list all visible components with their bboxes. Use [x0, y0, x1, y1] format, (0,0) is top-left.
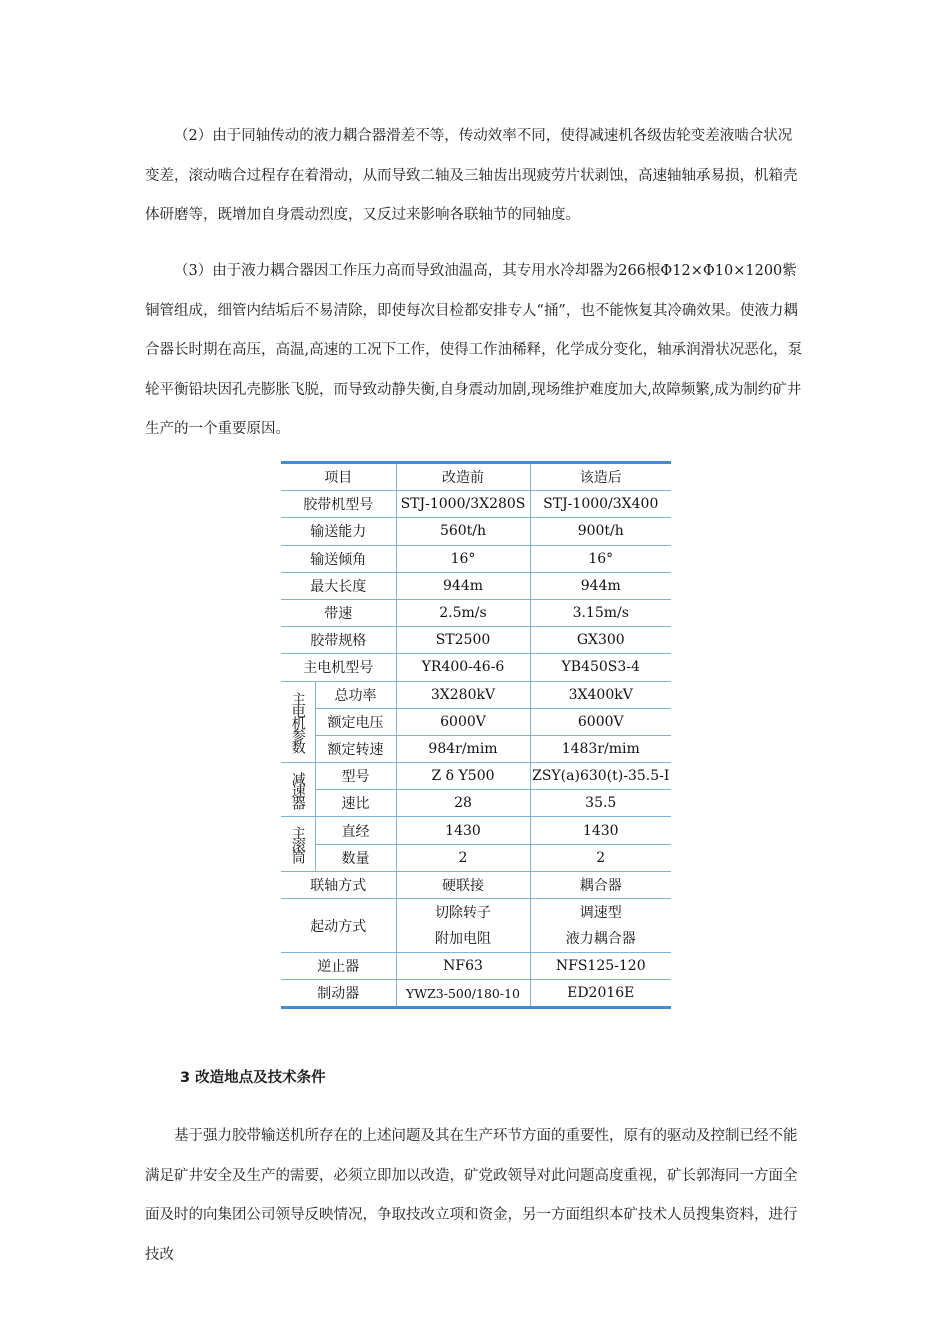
row-after: STJ-1000/3X400: [530, 491, 671, 518]
table-row: [281, 545, 671, 572]
row-label: 胶带规格: [281, 627, 396, 654]
paragraph-3: （3）由于液力耦合器因工作压力高而导致油温高，其专用水冷却器为266根Φ12×Φ10×1200紫铜管组成，细管内结垢后不易清除，即使每次目检都安排专人“捅”，也不能恢复其冷确效果。使液力耦合器长时期在高压，高温,高速的工况下工作，使得工作油稀释，化学成分变化，轴承润滑状况恶化，泵轮平衡铅块因孔壳膨胀飞脱，而导致动静失衡,自身震动加剧,现场维护难度加大,故障频繁,成为制约矿井生产的一个重要原因。: [145, 263, 803, 437]
row-label: 主电机型号: [281, 654, 396, 681]
row-label: 胶带机型号: [281, 491, 396, 518]
table-row: [281, 871, 671, 898]
row-label: 总功率: [315, 681, 396, 708]
row-after: 3.15m/s: [530, 599, 671, 626]
row-before: STJ-1000/3X280S: [396, 491, 530, 518]
table-row: [281, 681, 671, 708]
row-before: YWZ3-500/180-10: [396, 980, 530, 1008]
row-after: NFS125-120: [530, 953, 671, 980]
row-after: 35.5: [530, 790, 671, 817]
start-after-line-2: 液力耦合器: [565, 930, 636, 947]
paragraph-4: 基于强力胶带输送机所存在的上述问题及其在生产环节方面的重要性，原有的驱动及控制已经不能满足矿井安全及生产的需要，必须立即加以改造，矿党政领导对此问题高度重视，矿长郭海同一方面全面及时的向集团公司领导反映情况，争取技改立项和资金，另一方面组织本矿技术人员搜集资料，进行技改: [145, 1128, 798, 1263]
start-before-line-2: 附加电阻: [435, 930, 491, 947]
row-after: ZSY(a)630(t)-35.5-I: [530, 763, 671, 790]
row-before: 984r/mim: [396, 735, 530, 762]
group-label-reducer: 减速器: [281, 763, 315, 817]
table-row: [281, 899, 671, 953]
table-row: [281, 572, 671, 599]
table-row: [281, 980, 671, 1008]
row-label: 型号: [315, 763, 396, 790]
row-label: 输送倾角: [281, 545, 396, 572]
row-before: 1430: [396, 817, 530, 844]
row-label: 直经: [315, 817, 396, 844]
table-row: [281, 790, 671, 817]
row-before: YR400-46-6: [396, 654, 530, 681]
table-row: [281, 953, 671, 980]
header-before: 改造前: [396, 463, 530, 491]
row-before: 560t/h: [396, 518, 530, 545]
row-label: 制动器: [281, 980, 396, 1008]
table-row: [281, 518, 671, 545]
row-label: 最大长度: [281, 572, 396, 599]
table-row: [281, 763, 671, 790]
start-before-line-1: 切除转子: [435, 904, 491, 921]
row-after: 2: [530, 844, 671, 871]
table-row: [281, 708, 671, 735]
section-heading: 3 改造地点及技术条件: [180, 1070, 326, 1086]
row-before: 2.5m/s: [396, 599, 530, 626]
row-after: [530, 899, 671, 953]
spec-comparison-table: [281, 461, 671, 1009]
row-after: 1430: [530, 817, 671, 844]
row-before: ST2500: [396, 627, 530, 654]
row-after: 耦合器: [530, 871, 671, 898]
table-row: [281, 844, 671, 871]
table-row: [281, 817, 671, 844]
row-after: YB450S3-4: [530, 654, 671, 681]
header-item: 项目: [281, 463, 396, 491]
row-before: [396, 899, 530, 953]
row-label: 逆止器: [281, 953, 396, 980]
row-after: 900t/h: [530, 518, 671, 545]
table-row: [281, 735, 671, 762]
group-label-motor: 主电机参数: [281, 681, 315, 763]
row-before: 硬联接: [396, 871, 530, 898]
row-after: ED2016E: [530, 980, 671, 1008]
row-before: Z δ Y500: [396, 763, 530, 790]
table-row: [281, 654, 671, 681]
row-before: 16°: [396, 545, 530, 572]
row-after: 16°: [530, 545, 671, 572]
row-after: 944m: [530, 572, 671, 599]
start-after-line-1: 调速型: [579, 904, 622, 921]
table-header-row: [281, 463, 671, 491]
row-label: 输送能力: [281, 518, 396, 545]
group-label-drum: 主滚筒: [281, 817, 315, 871]
table-row: [281, 491, 671, 518]
row-before: 944m: [396, 572, 530, 599]
row-label: 数量: [315, 844, 396, 871]
table-row: [281, 627, 671, 654]
row-before: NF63: [396, 953, 530, 980]
row-after: GX300: [530, 627, 671, 654]
header-after: 该造后: [530, 463, 671, 491]
row-label: 联轴方式: [281, 871, 396, 898]
row-label: 额定转速: [315, 735, 396, 762]
row-label: 速比: [315, 790, 396, 817]
paragraph-2: （2）由于同轴传动的液力耦合器滑差不等，传动效率不同，使得减速机各级齿轮变差液啮合状况变差，滚动啮合过程存在着滑动，从而导致二轴及三轴齿出现疲劳片状剥蚀，高速轴轴承易损，机箱壳体研磨等，既增加自身震动烈度，又反过来影响各联轴节的同轴度。: [145, 128, 798, 223]
row-before: 6000V: [396, 708, 530, 735]
row-label: 额定电压: [315, 708, 396, 735]
row-before: 28: [396, 790, 530, 817]
row-after: 1483r/mim: [530, 735, 671, 762]
row-after: 3X400kV: [530, 681, 671, 708]
row-label: 带速: [281, 599, 396, 626]
row-before: 3X280kV: [396, 681, 530, 708]
table-row: [281, 599, 671, 626]
row-after: 6000V: [530, 708, 671, 735]
row-before: 2: [396, 844, 530, 871]
row-label: 起动方式: [281, 899, 396, 953]
